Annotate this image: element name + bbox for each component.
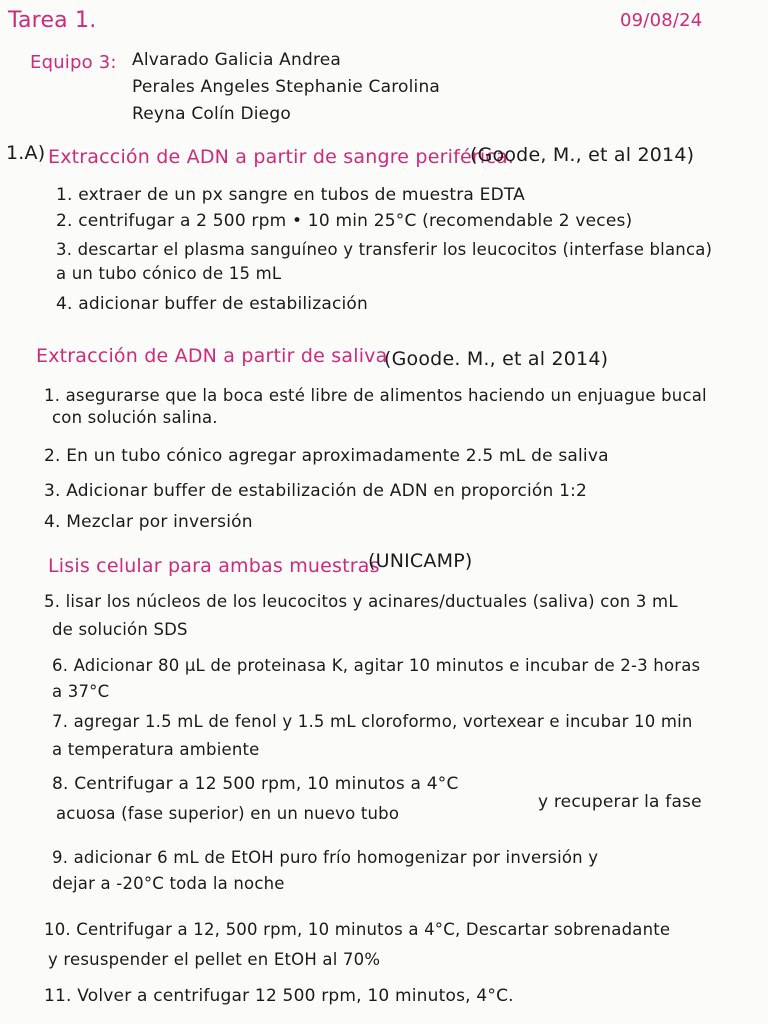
section-2-reference: (Goode. M., et al 2014) (384, 348, 609, 370)
section-3-step: 11. Volver a centrifugar 12 500 rpm, 10 minutos, 4°C. (44, 986, 514, 1006)
member-2: Perales Angeles Stephanie Carolina (132, 77, 441, 97)
section-1-step: 2. centrifugar a 2 500 rpm • 10 min 25°C (recomendable 2 veces) (56, 211, 633, 231)
date: 09/08/24 (620, 10, 703, 31)
page-title: Tarea 1. (8, 8, 97, 33)
section-1-step: 4. adicionar buffer de estabilización (56, 294, 368, 314)
section-1-title: Extracción de ADN a partir de sangre periférica. (48, 146, 515, 168)
section-2-title: Extracción de ADN a partir de saliva (36, 345, 388, 367)
section-3-step-cont: a 37°C (52, 682, 110, 701)
section-3-step: 6. Adicionar 80 µL de proteinasa K, agitar 10 minutos e incubar de 2-3 horas (52, 656, 701, 675)
section-3-title: Lisis celular para ambas muestras (48, 555, 380, 577)
section-3-step-cont: y recuperar la fase (538, 792, 702, 812)
section-1-step: 1. extraer de un px sangre en tubos de muestra EDTA (56, 185, 525, 205)
section-2-step: 4. Mezclar por inversión (44, 512, 253, 532)
section-3-step: 8. Centrifugar a 12 500 rpm, 10 minutos a 4°C (52, 774, 459, 794)
section-1-number: 1.A) (6, 142, 46, 164)
section-3-step: 10. Centrifugar a 12, 500 rpm, 10 minutos a 4°C, Descartar sobrenadante (44, 920, 671, 939)
section-3-step-cont: a temperatura ambiente (52, 740, 260, 759)
section-1-step-cont: a un tubo cónico de 15 mL (56, 264, 282, 283)
section-3-reference: (UNICAMP) (368, 550, 473, 572)
section-3-step-cont: dejar a -20°C toda la noche (52, 874, 285, 893)
section-1-step: 3. descartar el plasma sanguíneo y transferir los leucocitos (interfase blanca) (56, 240, 713, 259)
section-2-step: 3. Adicionar buffer de estabilización de ADN en proporción 1:2 (44, 481, 588, 501)
section-3-step-cont: y resuspender el pellet en EtOH al 70% (48, 950, 381, 969)
team-label: Equipo 3: (30, 52, 117, 73)
section-3-step: 5. lisar los núcleos de los leucocitos y acinares/ductuales (saliva) con 3 mL (44, 592, 678, 611)
section-3-step: 7. agregar 1.5 mL de fenol y 1.5 mL cloroformo, vortexear e incubar 10 min (52, 712, 693, 731)
member-1: Alvarado Galicia Andrea (132, 50, 342, 70)
section-3-step-cont: de solución SDS (52, 620, 188, 639)
member-3: Reyna Colín Diego (132, 104, 291, 124)
section-3-step-cont: acuosa (fase superior) en un nuevo tubo (56, 804, 400, 823)
section-3-step: 9. adicionar 6 mL de EtOH puro frío homogenizar por inversión y (52, 848, 599, 867)
section-2-step-cont: con solución salina. (52, 408, 218, 427)
section-2-step: 1. asegurarse que la boca esté libre de alimentos haciendo un enjuague bucal (44, 386, 707, 405)
section-1-reference: (Goode, M., et al 2014) (470, 144, 695, 166)
section-2-step: 2. En un tubo cónico agregar aproximadamente 2.5 mL de saliva (44, 446, 609, 466)
